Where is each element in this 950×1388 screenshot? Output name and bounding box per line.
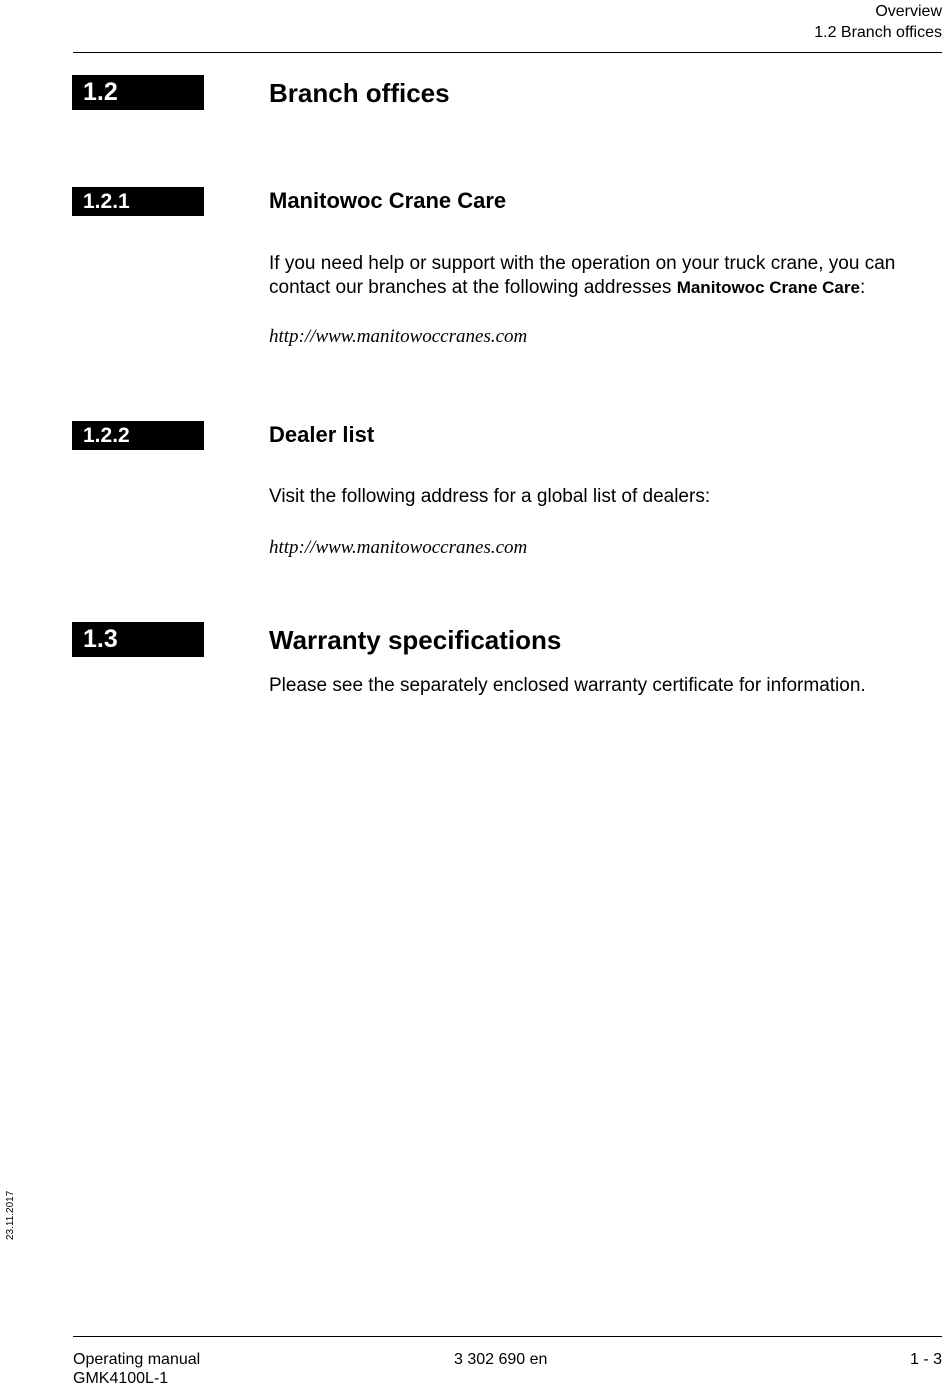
header-section: 1.2 Branch offices	[814, 24, 942, 41]
footer-model: GMK4100L-1	[73, 1370, 169, 1387]
warranty-paragraph: Please see the separately enclosed warranty certificate for information.	[269, 675, 866, 696]
section-title: Branch offices	[269, 78, 450, 108]
header-rule	[73, 52, 942, 53]
section-number-badge: 1.3	[72, 622, 204, 657]
footer-rule	[73, 1336, 942, 1337]
section-title: Warranty specifications	[269, 625, 562, 655]
crane-care-url[interactable]: http://www.manitowoccranes.com	[269, 326, 528, 347]
subsection-number-badge: 1.2.2	[72, 421, 204, 450]
paragraph-line-1: If you need help or support with the operation on your truck crane, you can	[269, 253, 896, 274]
header-chapter: Overview	[875, 3, 942, 20]
footer-doc-type: Operating manual	[73, 1351, 201, 1368]
subsection-title: Manitowoc Crane Care	[269, 188, 507, 213]
paragraph-colon: :	[859, 277, 866, 298]
subsection-number-badge: 1.2.1	[72, 187, 204, 216]
dealer-list-paragraph: Visit the following address for a global list of dealers:	[269, 486, 711, 507]
footer-doc-number: 3 302 690 en	[454, 1351, 548, 1368]
crane-care-bold: Manitowoc Crane Care	[676, 278, 860, 297]
footer-page-number: 1 - 3	[909, 1351, 942, 1368]
paragraph-line-2: contact our branches at the following addresses	[269, 277, 677, 298]
subsection-title: Dealer list	[269, 422, 375, 447]
crane-care-paragraph	[269, 252, 949, 300]
section-number-badge: 1.2	[72, 75, 204, 110]
print-date: 23.11.2017	[5, 1190, 16, 1240]
dealer-list-url[interactable]: http://www.manitowoccranes.com	[269, 537, 528, 558]
